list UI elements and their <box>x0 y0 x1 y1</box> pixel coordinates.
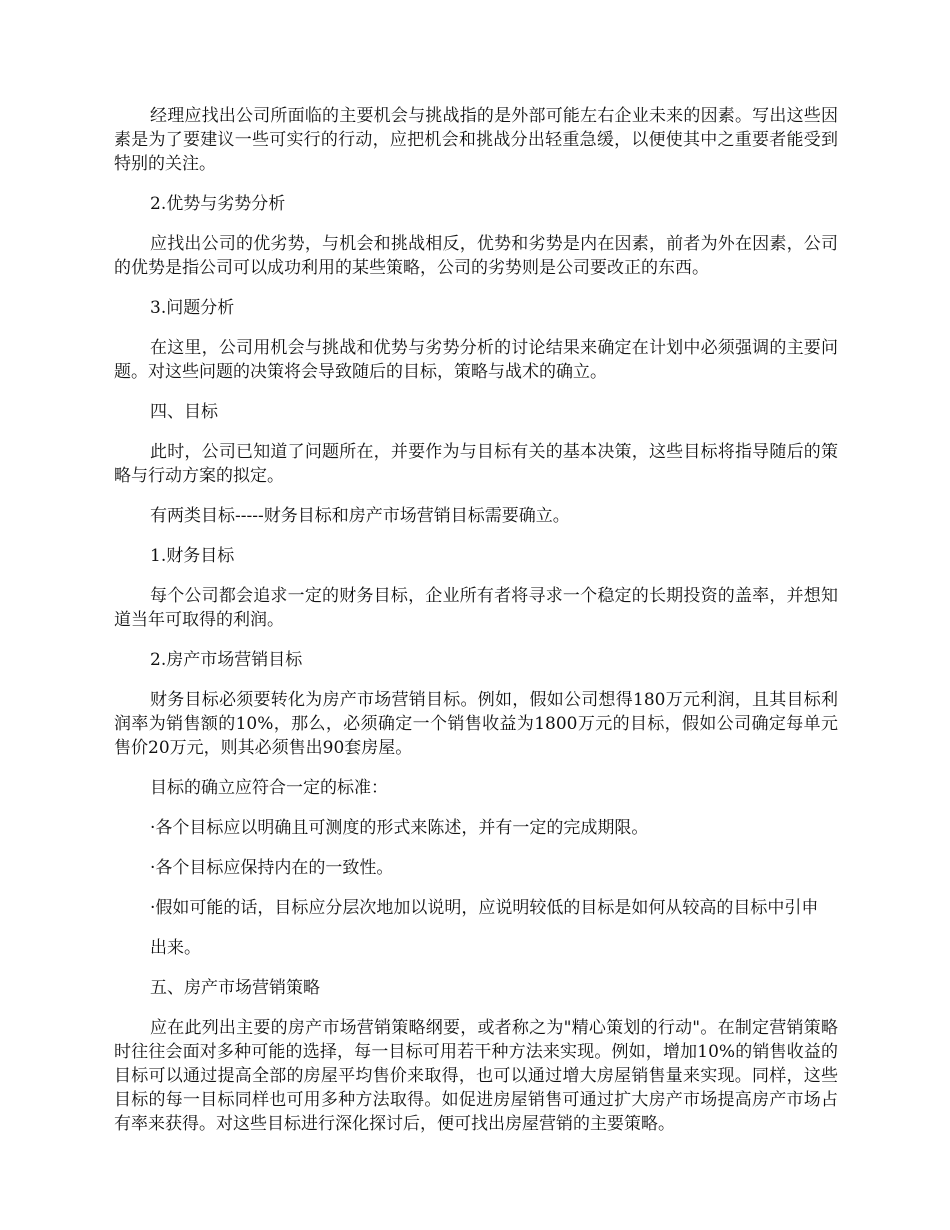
heading-financial-objectives: 1.财务目标 <box>150 546 235 566</box>
paragraph-objectives-intro: 此时，公司已知道了问题所在，并要作为与目标有关的基本决策，这些目标将指导随后的策略与行动方案的拟定。 <box>114 442 838 486</box>
heading-marketing-strategy: 五、房产市场营销策略 <box>150 978 320 998</box>
paragraph-marketing-strategy: 应在此列出主要的房产市场营销策略纲要，或者称之为"精心策划的行动"。在制定营销策略时往往会面对多种可能的选择，每一目标可用若干种方法来实现。例如，增加10%的销售收益的目标可以通过提高全部的房屋平均售价来取得，也可以通过增大房屋销售量来实现。同样，这些目标的每一目标同样也可用多种方法取得。如促进房屋销售可通过扩大房产市场提高房产市场占有率来获得。对这些目标进行深化探讨后，便可找出房屋营销的主要策略。 <box>114 1018 838 1134</box>
bullet-measurable: ·各个目标应以明确且可测度的形式来陈述，并有一定的完成期限。 <box>150 818 649 838</box>
paragraph-opportunities: 经理应找出公司所面临的主要机会与挑战指的是外部可能左右企业未来的因素。写出这些因素是为了要建议一些可实行的行动，应把机会和挑战分出轻重急缓，以便使其中之重要者能受到特别的关注。 <box>114 106 838 174</box>
bullet-hierarchy: ·假如可能的话，目标应分层次地加以说明，应说明较低的目标是如何从较高的目标中引申 <box>150 898 819 918</box>
heading-strengths-weaknesses: 2.优势与劣势分析 <box>150 194 286 214</box>
paragraph-objective-criteria: 目标的确立应符合一定的标准： <box>150 778 388 798</box>
heading-problem-analysis: 3.问题分析 <box>150 298 235 318</box>
heading-marketing-objectives: 2.房产市场营销目标 <box>150 650 303 670</box>
paragraph-two-objective-types: 有两类目标-----财务目标和房产市场营销目标需要确立。 <box>150 506 570 526</box>
bullet-consistency: ·各个目标应保持内在的一致性。 <box>150 858 394 878</box>
bullet-hierarchy-continued: 出来。 <box>150 938 201 958</box>
paragraph-financial-objectives: 每个公司都会追求一定的财务目标，企业所有者将寻求一个稳定的长期投资的盖率，并想知道当年可取得的利润。 <box>114 586 838 630</box>
heading-objectives: 四、目标 <box>150 402 218 422</box>
paragraph-marketing-objectives: 财务目标必须要转化为房产市场营销目标。例如，假如公司想得180万元利润，且其目标利润率为销售额的10%，那么，必须确定一个销售收益为1800万元的目标，假如公司确定每单元售价20万元，则其必须售出90套房屋。 <box>114 690 838 758</box>
paragraph-strengths-weaknesses: 应找出公司的优劣势，与机会和挑战相反，优势和劣势是内在因素，前者为外在因素，公司的优势是指公司可以成功利用的某些策略，公司的劣势则是公司要改正的东西。 <box>114 234 838 278</box>
document-body <box>114 104 838 1152</box>
paragraph-problem-analysis: 在这里，公司用机会与挑战和优势与劣势分析的讨论结果来确定在计划中必须强调的主要问题。对这些问题的决策将会导致随后的目标，策略与战术的确立。 <box>114 338 838 382</box>
